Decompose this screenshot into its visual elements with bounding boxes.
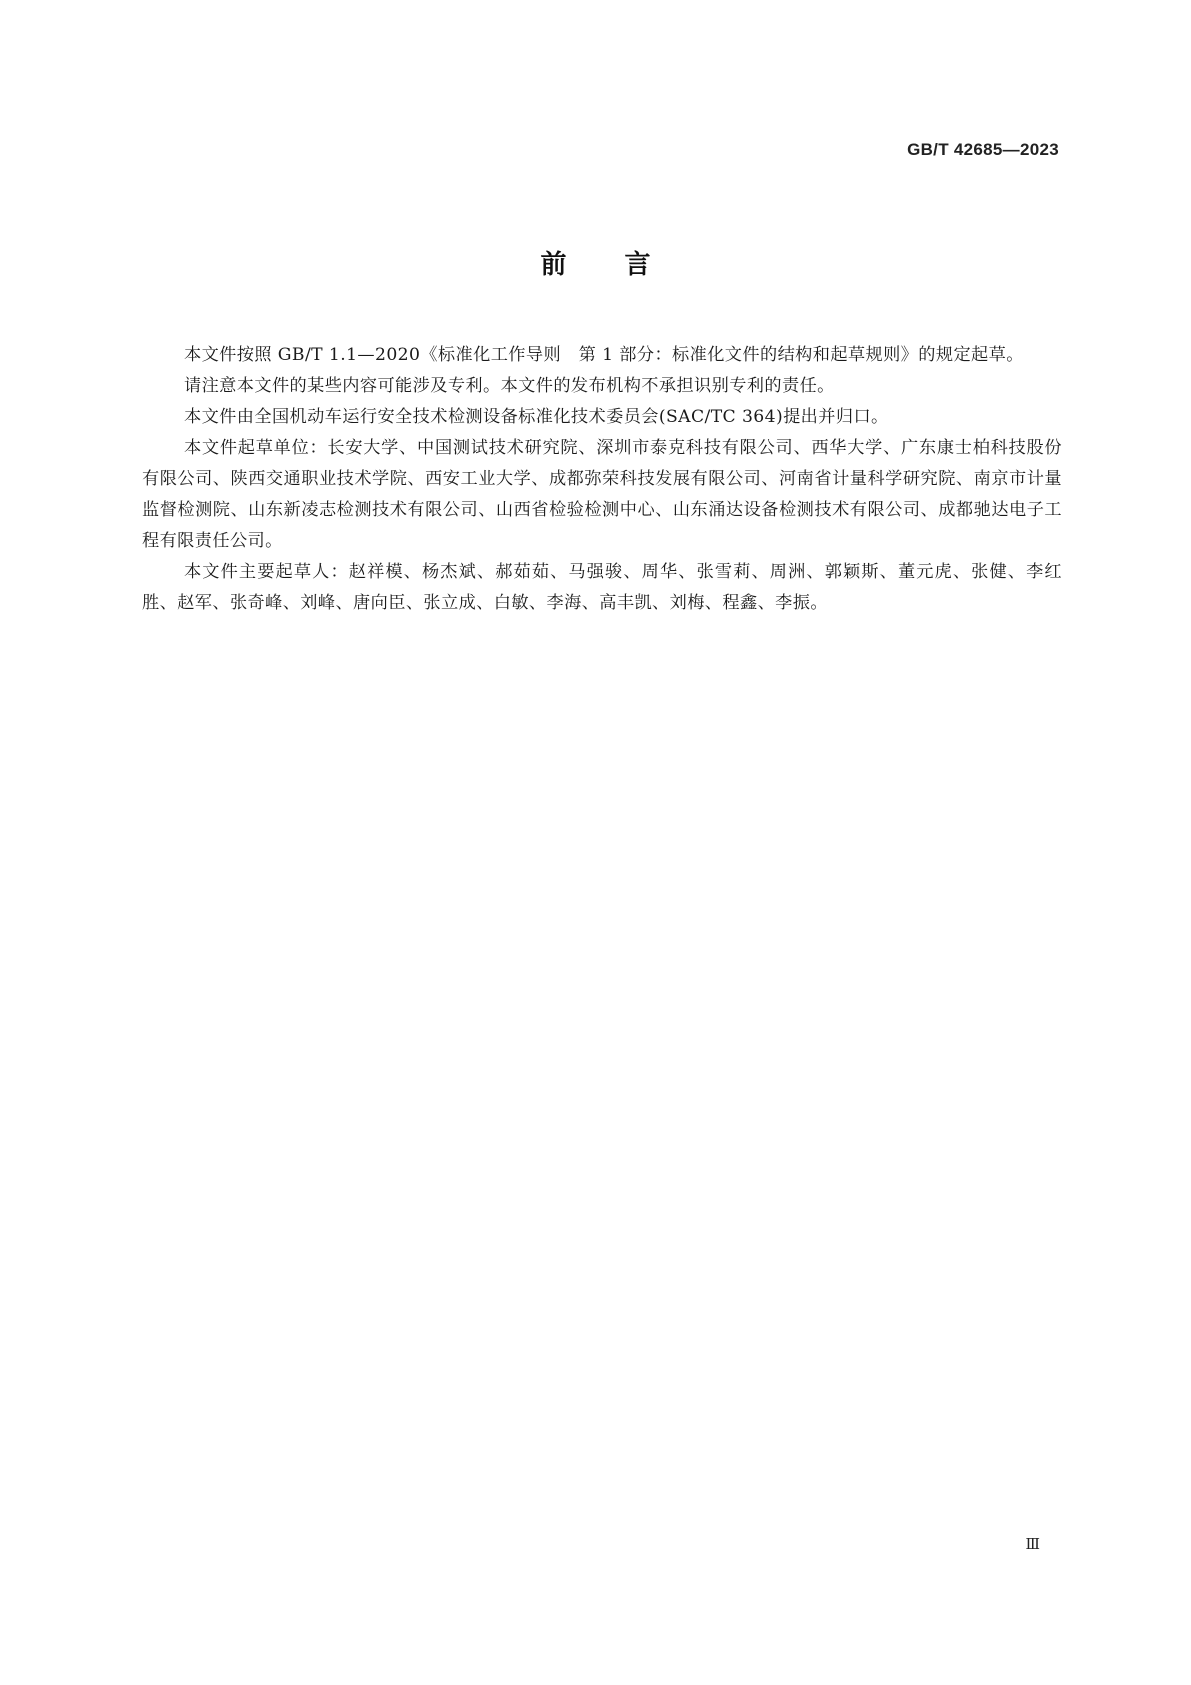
- document-code: GB/T 42685—2023: [907, 140, 1059, 159]
- paragraph-drafters: 本文件主要起草人：赵祥模、杨杰斌、郝茹茹、马强骏、周华、张雪莉、周洲、郭颖斯、董元虎、张健、李红胜、赵军、张奇峰、刘峰、唐向臣、张立成、白敏、李海、高丰凯、刘梅、程鑫、李振。: [142, 562, 1062, 613]
- foreword-body: [142, 340, 1062, 619]
- paragraph-proposer: 本文件由全国机动车运行安全技术检测设备标准化技术委员会(SAC/TC 364)提出并归口。: [184, 407, 889, 427]
- paragraph-patent-notice: 请注意本文件的某些内容可能涉及专利。本文件的发布机构不承担识别专利的责任。: [184, 376, 835, 396]
- paragraph-drafting-rules: 本文件按照 GB/T 1.1—2020《标准化工作导则 第 1 部分：标准化文件的结构和起草规则》的规定起草。: [184, 345, 1024, 365]
- page-number: Ⅲ: [1025, 1535, 1039, 1553]
- page-title: 前言: [540, 250, 709, 280]
- paragraph-drafting-units: 本文件起草单位：长安大学、中国测试技术研究院、深圳市泰克科技有限公司、西华大学、广东康士柏科技股份有限公司、陕西交通职业技术学院、西安工业大学、成都弥荣科技发展有限公司、河南省计量科学研究院、南京市计量监督检测院、山东新凌志检测技术有限公司、山西省检验检测中心、山东涌达设备检测技术有限公司、成都驰达电子工程有限责任公司。: [142, 438, 1062, 551]
